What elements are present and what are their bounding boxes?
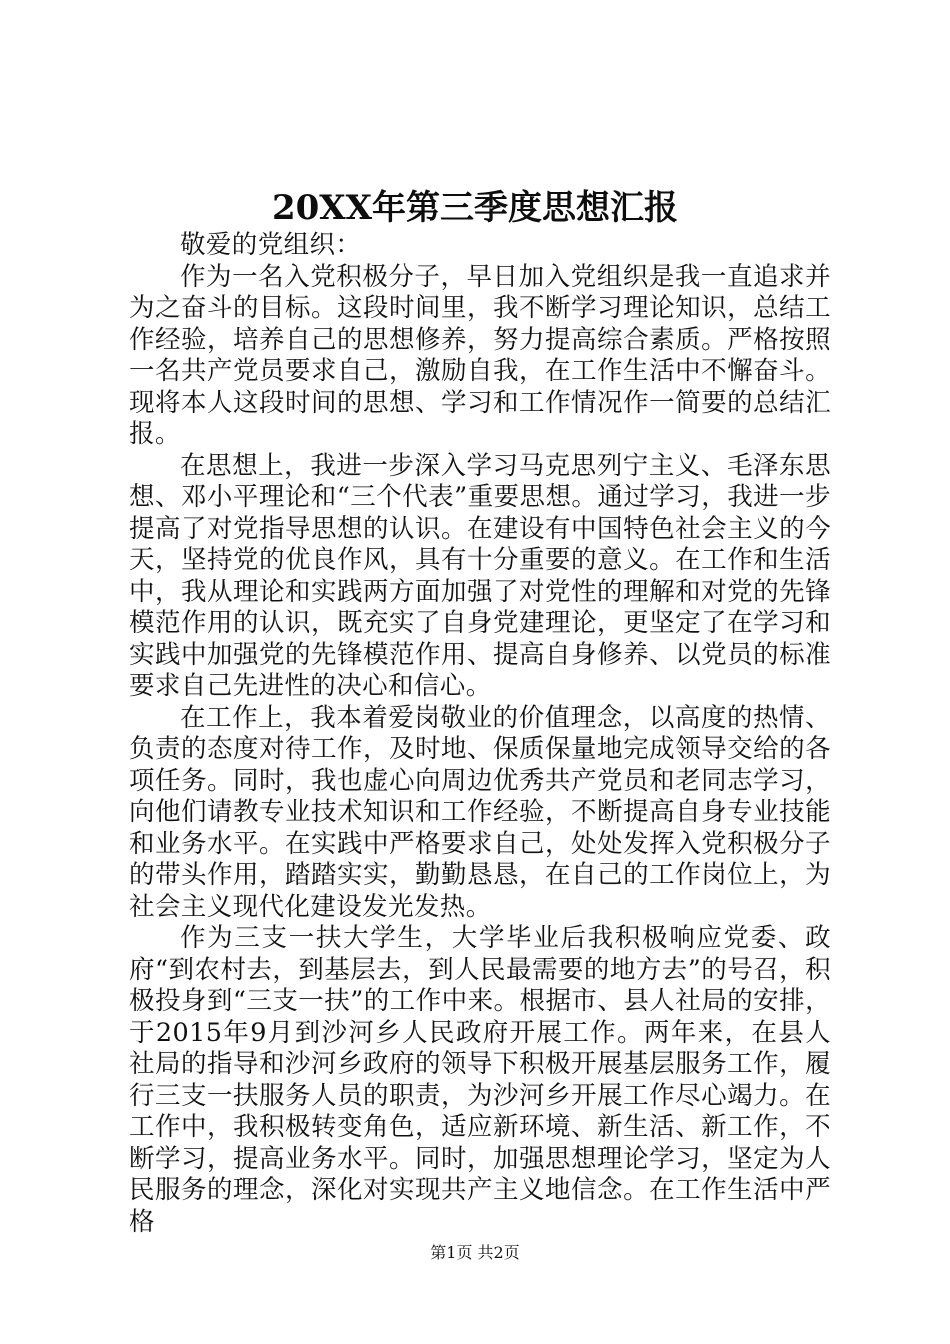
document-body (129, 230, 831, 1238)
salutation: 敬爱的党组织： (180, 230, 362, 260)
paragraph-4: 作为三支一扶大学生，大学毕业后我积极响应党委、政府“到农村去，到基层去，到人民最需要的地方去”的号召，积极投身到“三支一扶”的工作中来。根据市、县人社局的安排，于2015年9月到沙河乡人民政府开展工作。两年来，在县人社局的指导和沙河乡政府的领导下积极开展基层服务工作，履行三支一扶服务人员的职责，为沙河乡开展工作尽心竭力。在工作中，我积极转变角色，适应新环境、新生活、新工作，不断学习，提高业务水平。同时，加强思想理论学习，坚定为人民服务的理念，深化对实现共产主义地信念。在工作生活中严格 (129, 923, 831, 1237)
document-title: 20XX年第三季度思想汇报 (271, 188, 679, 228)
paragraph-2: 在思想上，我进一步深入学习马克思列宁主义、毛泽东思想、邓小平理论和“三个代表”重要思想。通过学习，我进一步提高了对党指导思想的认识。在建设有中国特色社会主义的今天，坚持党的优良作风，具有十分重要的意义。在工作和生活中，我从理论和实践两方面加强了对党性的理解和对党的先锋模范作用的认识，既充实了自身党建理论，更坚定了在学习和实践中加强党的先锋模范作用、提高自身修养、以党员的标准要求自己先进性的决心和信心。 (129, 450, 831, 701)
page-number-footer: 第1页 共2页 (430, 1243, 520, 1262)
paragraph-3: 在工作上，我本着爱岗敬业的价值理念，以高度的热情、负责的态度对待工作，及时地、保质保量地完成领导交给的各项任务。同时，我也虚心向周边优秀共产党员和老同志学习，向他们请教专业技术知识和工作经验，不断提高自身专业技能和业务水平。在实践中严格要求自己，处处发挥入党积极分子的带头作用，踏踏实实，勤勤恳恳，在自己的工作岗位上，为社会主义现代化建设发光发热。 (129, 702, 831, 922)
paragraph-1: 作为一名入党积极分子，早日加入党组织是我一直追求并为之奋斗的目标。这段时间里，我不断学习理论知识，总结工作经验，培养自己的思想修养，努力提高综合素质。严格按照一名共产党员要求自己，激励自我，在工作生活中不懈奋斗。现将本人这段时间的思想、学习和工作情况作一简要的总结汇报。 (129, 261, 831, 449)
